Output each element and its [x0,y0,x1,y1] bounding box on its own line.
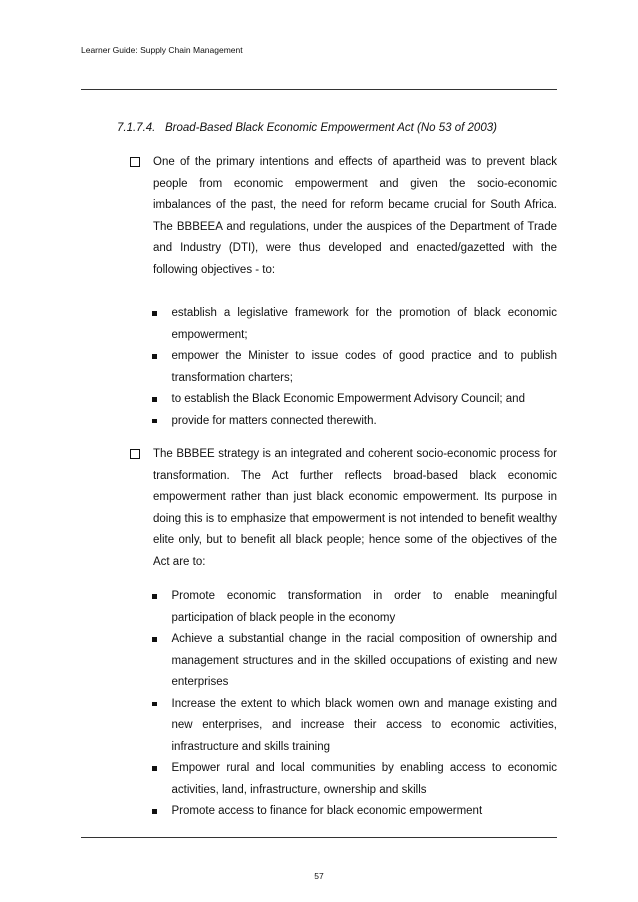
list-item: Empower rural and local communities by enabling access to economic activities, land, infrastructure, ownership and skills [152,758,557,801]
square-bullet-icon [152,594,157,599]
square-bullet-icon [152,766,157,771]
list-item: empower the Minister to issue codes of good practice and to publish transformation charters; [152,346,557,389]
square-bullet-icon [152,311,157,316]
paragraph-2 [130,444,557,573]
square-bullet-icon [152,419,157,424]
paragraph-text: The BBBEE strategy is an integrated and coherent socio-economic process for transformation. The Act further reflects broad-based black economic empowerment rather than just black economic empowerment. Its purpose in doing this is to emphasize that empowerment is not intended to benefit wealthy elite only, but to benefit all black people; hence some of the objectives of the Act are to: [153,448,557,568]
square-bullet-icon [152,637,157,642]
square-bullet-icon [152,397,157,402]
checkbox-bullet-icon [130,157,140,167]
list-item: to establish the Black Economic Empowerment Advisory Council; and [152,389,557,411]
objectives-list-1 [130,303,557,432]
paragraph-1 [130,152,557,281]
paragraph-text: One of the primary intentions and effects of apartheid was to prevent black people from economic empowerment and given the socio-economic imbalances of the past, the need for reform became crucial for South Africa. The BBBEEA and regulations, under the auspices of the Department of Trade and Industry (DTI), were thus developed and enacted/gazetted with the following objectives - to: [153,156,557,276]
list-item: Promote economic transformation in order to enable meaningful participation of black people in the economy [152,586,557,629]
section-number: 7.1.7.4. [117,122,156,134]
section-title: Broad-Based Black Economic Empowerment Act (No 53 of 2003) [165,122,497,134]
header-rule [81,89,557,90]
list-item: Increase the extent to which black women own and manage existing and new enterprises, and increase their access to economic activities, infrastructure and skills training [152,694,557,759]
square-bullet-icon [152,809,157,814]
list-item: Promote access to finance for black economic empowerment [152,801,557,823]
objectives-list-2 [130,586,557,823]
list-item: Achieve a substantial change in the racial composition of ownership and management structures and in the skilled occupations of existing and new enterprises [152,629,557,694]
running-header: Learner Guide: Supply Chain Management [81,45,243,55]
footer-rule [81,837,557,838]
square-bullet-icon [152,354,157,359]
section-heading [117,122,497,134]
page-number: 57 [314,871,324,881]
checkbox-bullet-icon [130,449,140,459]
list-item: establish a legislative framework for the promotion of black economic empowerment; [152,303,557,346]
square-bullet-icon [152,702,157,707]
list-item: provide for matters connected therewith. [152,411,557,433]
